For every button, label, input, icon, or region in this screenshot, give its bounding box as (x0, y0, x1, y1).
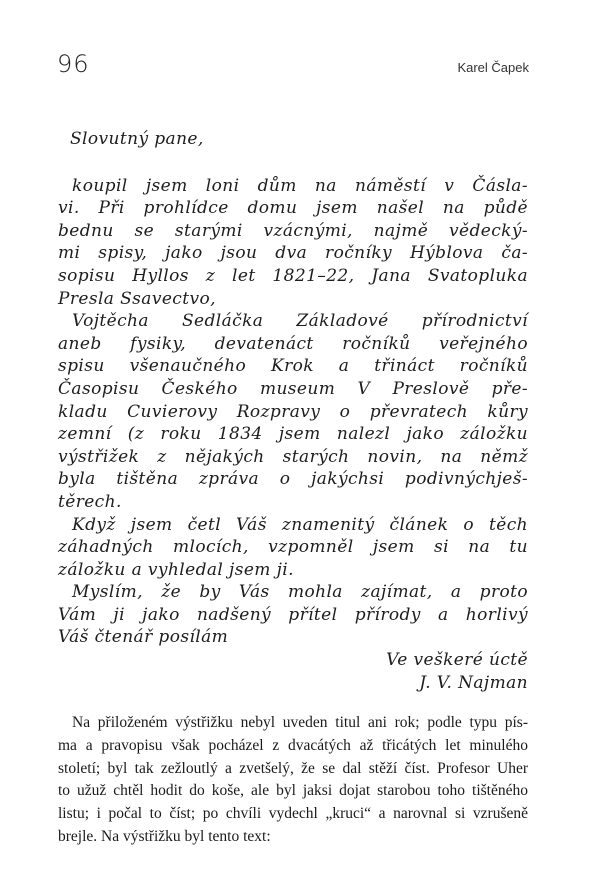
body-line: století; byl tak zežloutlý a zvetšelý, že se dal stěží číst. Profesor Uher (58, 759, 528, 777)
letter-line: Časopisu Českého museum V Preslově pře- (58, 378, 528, 399)
letter-line: Myslím, že by Vás mohla zajímat, a proto (72, 582, 528, 603)
letter-line: Když jsem četl Váš znamenitý článek o těch (72, 514, 528, 535)
body-line: ma a pravopisu však pocházel z dvacátých až třicátých let minulého (58, 736, 528, 754)
body-line: listu; i počal to číst; po chvíli vydechl „kruci“ a narovnal si vzrušeně (58, 805, 528, 823)
letter-line: bednu se starými vzácnými, najmě vědecký- (58, 220, 528, 241)
letter-closing: Ve veškeré úctě (386, 650, 528, 671)
letter-line: Vám ji jako nadšený přítel přírody a horlivý (58, 604, 528, 625)
letter-line: záhadných mlocích, vzpomněl jsem si na tu (58, 537, 528, 558)
letter-line: záložku a vyhledal jsem ji. (58, 559, 294, 580)
letter-line: byla tištěna zpráva o jakýchsi podivnýchješ- (58, 469, 528, 490)
running-head-author: Karel Čapek (457, 60, 529, 75)
letter-line: aneb fysiky, devatenáct ročníků veřejného (58, 333, 528, 354)
letter-line: koupil jsem loni dům na náměstí v Čásla- (72, 175, 528, 196)
body-line: to užuž chtěl hodit do koše, ale byl jaksi dojat starobou toho tištěného (58, 782, 528, 800)
body-line: Na přiloženém výstřižku nebyl uveden titul ani rok; podle typu pís- (72, 714, 528, 731)
letter-line: Presla Ssavectvo, (58, 288, 216, 309)
handwritten-letter (58, 128, 528, 694)
letter-line: kladu Cuvierovy Rozpravy o převratech kůry (58, 401, 528, 422)
page-number: 96 (57, 50, 90, 78)
letter-line: výstřižek z nějakých starých novin, na němž (58, 446, 528, 467)
letter-greeting: Slovutný pane, (70, 129, 204, 149)
letter-line: mi spisy, jako jsou dva ročníky Hýblova ča- (58, 243, 528, 264)
letter-signature: J. V. Najman (419, 672, 528, 693)
letter-line: spisu všenaučného Krok a třináct ročníků (58, 356, 528, 377)
letter-line: Vojtěcha Sedláčka Základové přírodnictví (72, 311, 528, 332)
letter-line: vi. Při prohlídce domu jsem našel na půdě (58, 198, 528, 219)
letter-line: zemní (z roku 1834 jsem nalezl jako záložku (58, 424, 528, 445)
letter-line: těrech. (58, 491, 122, 512)
letter-line: Váš čtenář posílám (58, 627, 229, 648)
body-paragraph (58, 712, 528, 849)
letter-line: sopisu Hyllos z let 1821–22, Jana Svatopluka (58, 265, 528, 286)
body-line: brejle. Na výstřižku byl tento text: (58, 827, 271, 845)
